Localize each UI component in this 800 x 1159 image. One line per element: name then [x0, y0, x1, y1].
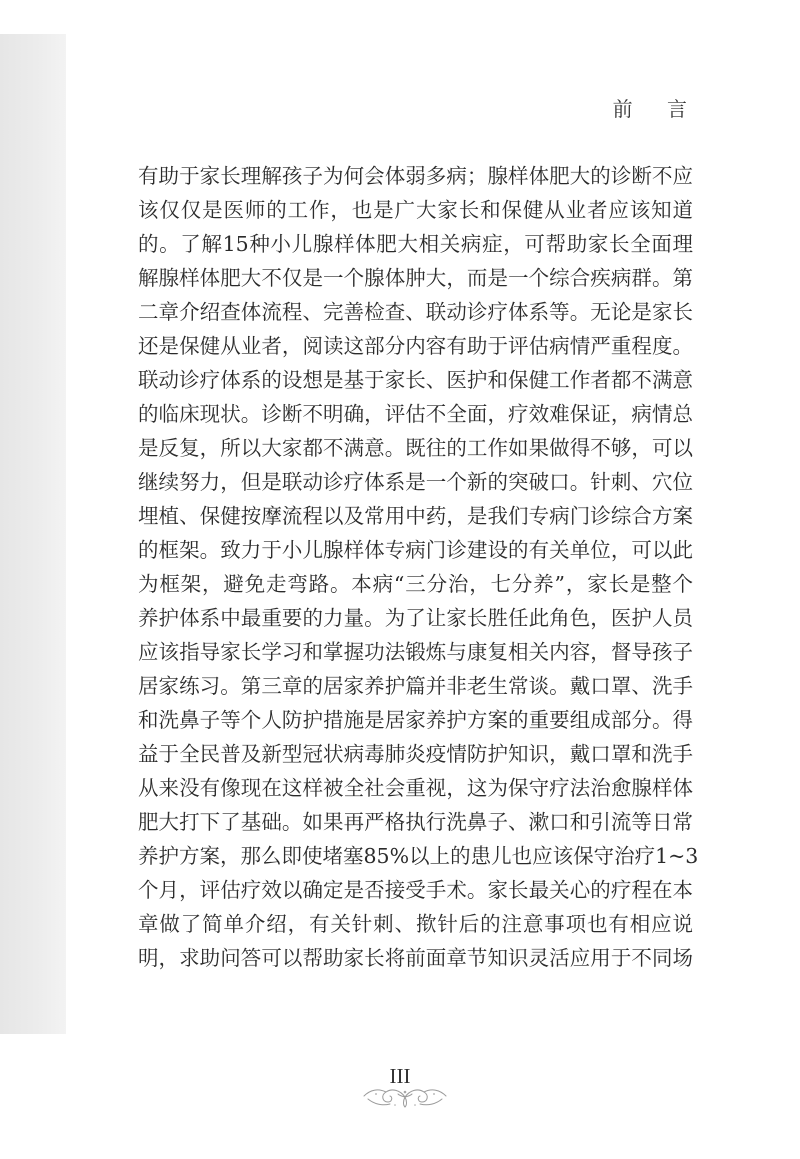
flourish-ornament-icon: [360, 1084, 450, 1110]
text-line: 联动诊疗体系的设想是基于家长、医护和保健工作者都不满意: [138, 368, 693, 392]
text-line: 章做了简单介绍，有关针刺、揿针后的注意事项也有相应说: [138, 912, 693, 936]
text-line: 益于全民普及新型冠状病毒肺炎疫情防护知识，戴口罩和洗手: [138, 742, 693, 766]
text-line: 该仅仅是医师的工作，也是广大家长和保健从业者应该知道: [138, 198, 693, 222]
text-line: 解腺样体肥大不仅是一个腺体肿大，而是一个综合疾病群。第: [138, 266, 693, 290]
text-line: 和洗鼻子等个人防护措施是居家养护方案的重要组成部分。得: [138, 708, 693, 732]
text-line: 有助于家长理解孩子为何会体弱多病；腺样体肥大的诊断不应: [138, 164, 693, 188]
text-line: 是反复，所以大家都不满意。既往的工作如果做得不够，可以: [138, 436, 693, 460]
text-line: 养护体系中最重要的力量。为了让家长胜任此角色，医护人员: [138, 606, 693, 630]
text-line: 还是保健从业者，阅读这部分内容有助于评估病情严重程度。: [138, 334, 693, 358]
text-line: 的框架。致力于小儿腺样体专病门诊建设的有关单位，可以此: [138, 538, 693, 562]
running-head: 前 言: [612, 97, 701, 121]
text-line: 应该指导家长学习和掌握功法锻炼与康复相关内容，督导孩子: [138, 640, 693, 664]
text-line: 为框架，避免走弯路。本病“三分治，七分养”，家长是整个: [138, 572, 693, 596]
text-line: 肥大打下了基础。如果再严格执行洗鼻子、漱口和引流等日常: [138, 810, 693, 834]
text-line: 埋植、保健按摩流程以及常用中药，是我们专病门诊综合方案: [138, 504, 693, 528]
text-line: 从来没有像现在这样被全社会重视，这为保守疗法治愈腺样体: [138, 776, 693, 800]
binding-shadow: [0, 34, 66, 1034]
text-line: 个月，评估疗效以确定是否接受手术。家长最关心的疗程在本: [138, 878, 693, 902]
body-text: [138, 159, 699, 975]
text-line: 继续努力，但是联动诊疗体系是一个新的突破口。针刺、穴位: [138, 470, 693, 494]
text-line: 居家练习。第三章的居家养护篇并非老生常谈。戴口罩、洗手: [138, 674, 693, 698]
text-line: 明，求助问答可以帮助家长将前面章节知识灵活应用于不同场: [138, 946, 693, 970]
text-line: 养护方案，那么即使堵塞85%以上的患儿也应该保守治疗1~3: [138, 844, 699, 868]
text-line: 二章介绍查体流程、完善检查、联动诊疗体系等。无论是家长: [138, 300, 693, 324]
text-line: 的。了解15种小儿腺样体肥大相关病症，可帮助家长全面理: [138, 232, 693, 256]
page-number: III: [389, 1064, 411, 1088]
text-line: 的临床现状。诊断不明确，评估不全面，疗效难保证，病情总: [138, 402, 693, 426]
